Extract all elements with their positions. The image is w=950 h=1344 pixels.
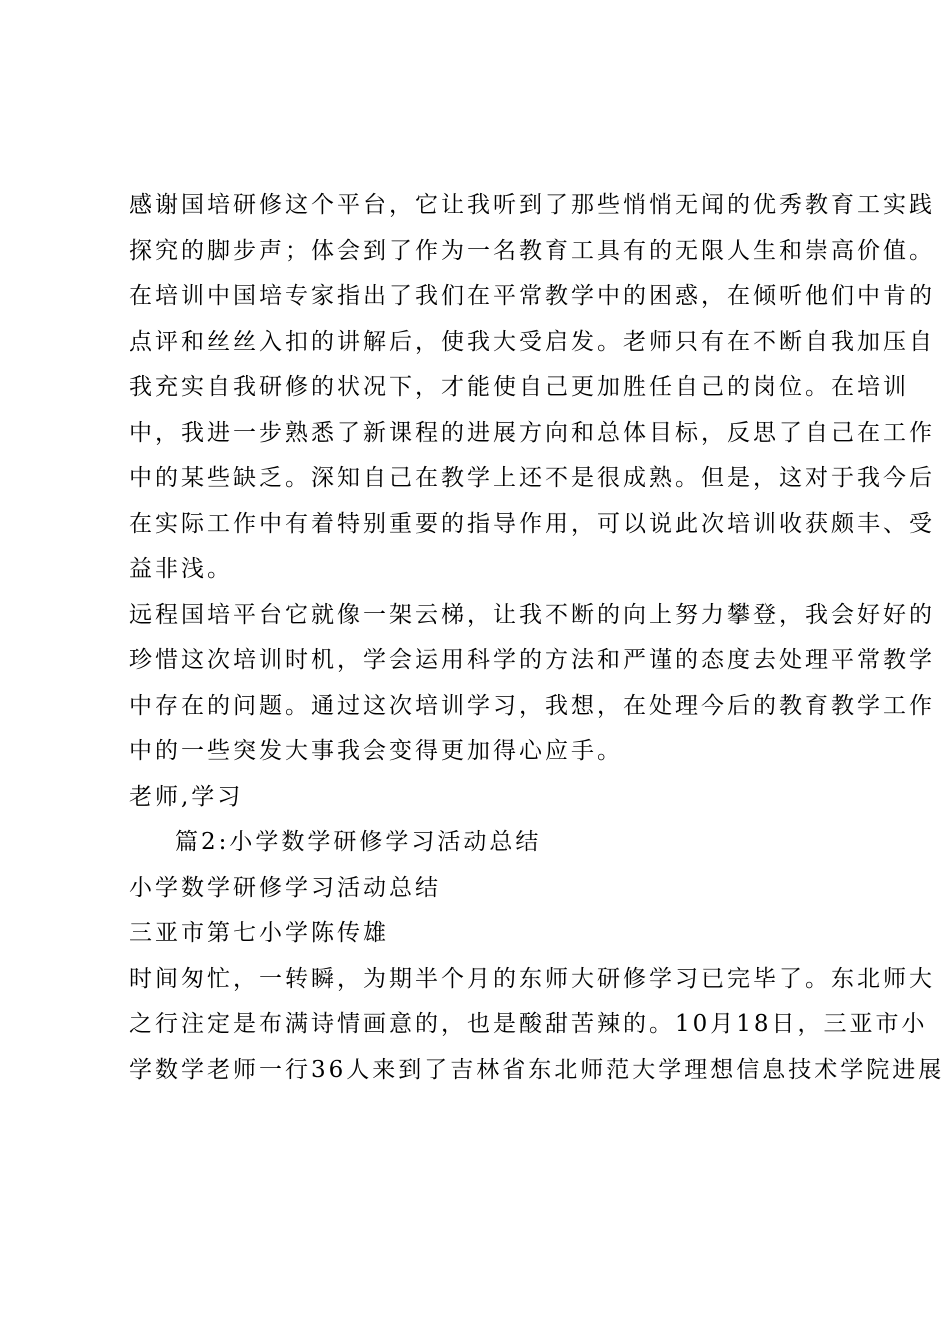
paragraph-line: 我充实自我研修的状况下，才能使自己更加胜任自己的岗位。在培训 [129,374,909,400]
tags-text: 老师,学习 [129,783,244,810]
tags-line [129,775,830,821]
paragraph-line: 远程国培平台它就像一架云梯，让我不断的向上努力攀登，我会好好的 [129,601,935,628]
section-heading [129,820,830,866]
paragraph-line: 中的一些突发大事我会变得更加得心应手。 [129,738,623,764]
paragraph-line: 益非浅。 [129,556,233,582]
paragraph-line: 中存在的问题。通过这次培训学习，我想，在处理今后的教育教学工作 [129,692,935,719]
paragraph-3 [129,593,935,775]
article-title-text: 小学数学研修学习活动总结 [129,874,441,901]
paragraph-line: 探究的脚步声；体会到了作为一名教育工具有的无限人生和崇高价值。 [129,237,935,264]
section-heading-text: 篇2:小学数学研修学习活动总结 [175,829,542,855]
paragraph-line: 中的某些缺乏。深知自己在教学上还不是很成熟。但是，这对于我今后 [129,465,935,491]
author-line [129,911,830,957]
paragraph-line: 点评和丝丝入扣的讲解后，使我大受启发。老师只有在不断自我加压自 [129,328,935,355]
paragraph-line: 学数学老师一行36人来到了吉林省东北师范大学理想信息技术学院进展 [129,1056,945,1083]
paragraph-line: 时间匆忙，一转瞬，为期半个月的东师大研修学习已完毕了。东北师大 [129,965,935,992]
paragraph-line: 珍惜这次培训时机，学会运用科学的方法和严谨的态度去处理平常教学 [129,647,935,673]
paragraph-4 [129,957,945,1094]
paragraph-line: 在培训中国培专家指出了我们在平常教学中的困惑，在倾听他们中肯的 [129,283,935,309]
paragraph-line: 中，我进一步熟悉了新课程的进展方向和总体目标，反思了自己在工作 [129,419,935,446]
paragraph-line: 之行注定是布满诗情画意的，也是酸甜苦辣的。10月18日，三亚市小 [129,1011,928,1037]
article-title [129,866,830,912]
paragraph-line: 感谢国培研修这个平台，它让我听到了那些悄悄无闻的优秀教育工实践 [129,192,935,218]
author-text: 三亚市第七小学陈传雄 [129,920,389,946]
paragraph-2 [129,274,935,593]
paragraph-line: 在实际工作中有着特别重要的指导作用，可以说此次培训收获颇丰、受 [129,510,935,537]
document-body [129,183,945,1093]
paragraph-1 [129,183,935,274]
